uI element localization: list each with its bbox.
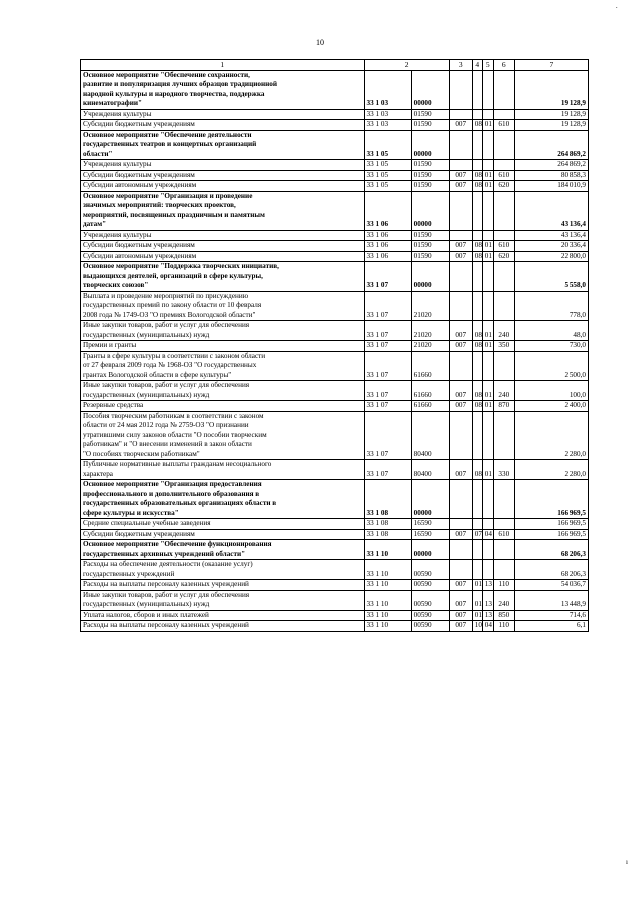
table-row [81,401,589,412]
table-row [81,590,589,610]
table-row [81,230,589,241]
expense-direction-cell: 01590 [411,170,449,181]
subsection-code-cell: 04 [482,529,493,540]
expense-name-cell: Иные закупки товаров, работ и услуг для обеспечения государственных (муниципальных) нужд [81,381,365,401]
table-row [81,120,589,131]
budget-table-body [81,60,589,632]
target-article-cell: 33 1 07 [364,341,411,352]
expense-direction-cell: 00000 [411,191,449,230]
subsection-code-cell [482,411,493,460]
expense-name-cell: Субсидии бюджетным учреждениям [81,529,365,540]
scan-mark: · [615,4,618,12]
subsection-code-cell: 04 [482,621,493,632]
expense-name-cell: Выплата и проведение мероприятий по присуждению государственных премий по закону области от 10 февраля 2008 года № 1749-ОЗ "О премиях Вологодской области" [81,291,365,321]
ministry-code-cell: 007 [449,401,472,412]
expense-direction-cell: 00000 [411,70,449,109]
expense-type-code-cell [493,230,514,241]
ministry-code-cell [449,560,472,580]
ministry-code-cell [449,130,472,160]
expense-type-code-cell [493,519,514,530]
section-code-cell: 08 [472,401,482,412]
expense-name-cell: Учреждения культуры [81,109,365,120]
amount-cell: 2 280,0 [514,460,588,480]
target-article-cell: 33 1 10 [364,540,411,560]
expense-type-code-cell: 620 [493,181,514,192]
subsection-code-cell [482,291,493,321]
section-code-cell [472,480,482,519]
ministry-code-cell [449,191,472,230]
subsection-code-cell: 01 [482,241,493,252]
expense-name-cell: Расходы на выплаты персоналу казенных учреждений [81,580,365,591]
amount-cell: 778,0 [514,291,588,321]
ministry-code-cell [449,262,472,292]
section-code-cell: 08 [472,181,482,192]
ministry-code-cell [449,109,472,120]
amount-cell: 13 448,9 [514,590,588,610]
expense-type-code-cell [493,109,514,120]
amount-cell: 19 128,9 [514,70,588,109]
section-code-cell: 08 [472,321,482,341]
ministry-code-cell [449,230,472,241]
target-article-cell: 33 1 08 [364,480,411,519]
amount-cell: 730,0 [514,341,588,352]
target-article-cell: 33 1 06 [364,191,411,230]
expense-direction-cell: 00590 [411,621,449,632]
expense-type-code-cell: 610 [493,529,514,540]
ministry-code-cell: 007 [449,529,472,540]
subsection-code-cell [482,351,493,381]
ministry-code-cell: 007 [449,341,472,352]
ministry-code-cell: 007 [449,381,472,401]
section-code-cell: 01 [472,610,482,621]
ministry-code-cell: 007 [449,321,472,341]
expense-direction-cell: 21020 [411,291,449,321]
expense-type-code-cell [493,480,514,519]
expense-name-cell: Публичные нормативные выплаты гражданам несоциального характера [81,460,365,480]
section-code-cell: 08 [472,120,482,131]
ministry-code-cell [449,351,472,381]
expense-type-code-cell [493,411,514,460]
amount-cell: 22 800,0 [514,251,588,262]
amount-cell: 166 969,5 [514,529,588,540]
expense-name-cell: Субсидии бюджетным учреждениям [81,120,365,131]
expense-type-code-cell [493,351,514,381]
section-code-cell [472,191,482,230]
expense-name-cell: Иные закупки товаров, работ и услуг для обеспечения государственных (муниципальных) нужд [81,590,365,610]
section-code-cell: 01 [472,590,482,610]
subsection-code-cell [482,109,493,120]
expense-type-code-cell: 330 [493,460,514,480]
expense-type-code-cell: 240 [493,321,514,341]
amount-cell: 54 036,7 [514,580,588,591]
table-row [81,381,589,401]
table-row [81,460,589,480]
expense-type-code-cell: 610 [493,170,514,181]
amount-cell: 2 500,0 [514,351,588,381]
ministry-code-cell: 007 [449,590,472,610]
section-code-cell: 08 [472,341,482,352]
column-header-2: 2 [364,60,449,71]
target-article-cell: 33 1 10 [364,560,411,580]
expense-direction-cell: 00000 [411,540,449,560]
ministry-code-cell [449,411,472,460]
amount-cell: 6,1 [514,621,588,632]
expense-direction-cell: 01590 [411,230,449,241]
subsection-code-cell: 01 [482,181,493,192]
subsection-code-cell: 01 [482,460,493,480]
amount-cell: 184 010,9 [514,181,588,192]
target-article-cell: 33 1 03 [364,120,411,131]
subsection-code-cell [482,70,493,109]
table-row [81,160,589,171]
target-article-cell: 33 1 07 [364,321,411,341]
target-article-cell: 33 1 06 [364,230,411,241]
column-header-4: 4 [472,60,482,71]
subsection-code-cell [482,480,493,519]
section-code-cell: 10 [472,621,482,632]
ministry-code-cell [449,540,472,560]
amount-cell: 48,0 [514,321,588,341]
ministry-code-cell: 007 [449,621,472,632]
table-row [81,621,589,632]
section-code-cell: 08 [472,241,482,252]
ministry-code-cell: 007 [449,610,472,621]
section-code-cell: 01 [472,580,482,591]
expense-direction-cell: 61660 [411,351,449,381]
expense-direction-cell: 01590 [411,241,449,252]
expense-type-code-cell: 110 [493,580,514,591]
amount-cell: 43 136,4 [514,230,588,241]
expense-direction-cell: 01590 [411,109,449,120]
column-header-3: 3 [449,60,472,71]
target-article-cell: 33 1 07 [364,381,411,401]
table-row [81,170,589,181]
table-row [81,519,589,530]
expense-name-cell: Премии и гранты [81,341,365,352]
ministry-code-cell [449,291,472,321]
section-code-cell [472,262,482,292]
amount-cell: 19 128,9 [514,109,588,120]
column-number-row [81,60,589,71]
section-code-cell: 08 [472,381,482,401]
page-number: 10 [316,38,324,47]
subsection-code-cell: 13 [482,580,493,591]
section-code-cell [472,291,482,321]
expense-type-code-cell [493,160,514,171]
subsection-code-cell [482,540,493,560]
section-code-cell [472,130,482,160]
target-article-cell: 33 1 07 [364,262,411,292]
column-header-7: 7 [514,60,588,71]
expense-name-cell: Субсидии бюджетным учреждениям [81,170,365,181]
ministry-code-cell: 007 [449,460,472,480]
subsection-code-cell [482,560,493,580]
subsection-code-cell [482,130,493,160]
amount-cell: 5 558,0 [514,262,588,292]
amount-cell: 166 969,5 [514,519,588,530]
table-row [81,610,589,621]
section-code-cell [472,230,482,241]
table-row [81,191,589,230]
subsection-code-cell: 13 [482,610,493,621]
expense-direction-cell: 01590 [411,160,449,171]
expense-type-code-cell [493,560,514,580]
table-row [81,560,589,580]
subsection-code-cell [482,191,493,230]
amount-cell: 80 858,3 [514,170,588,181]
expense-type-code-cell [493,291,514,321]
target-article-cell: 33 1 07 [364,401,411,412]
section-code-cell [472,351,482,381]
target-article-cell: 33 1 05 [364,170,411,181]
target-article-cell: 33 1 07 [364,351,411,381]
expense-type-code-cell [493,130,514,160]
subsection-code-cell: 01 [482,381,493,401]
section-code-cell [472,560,482,580]
expense-type-code-cell: 620 [493,251,514,262]
ministry-code-cell [449,519,472,530]
target-article-cell: 33 1 10 [364,621,411,632]
expense-direction-cell: 61660 [411,381,449,401]
section-code-cell [472,411,482,460]
table-row [81,411,589,460]
expense-direction-cell: 00590 [411,580,449,591]
table-row [81,321,589,341]
amount-cell: 68 206,3 [514,540,588,560]
expense-direction-cell: 01590 [411,251,449,262]
expense-type-code-cell: 240 [493,590,514,610]
amount-cell: 2 280,0 [514,411,588,460]
target-article-cell: 33 1 06 [364,241,411,252]
expense-direction-cell: 16590 [411,529,449,540]
expense-name-cell: Основное мероприятие "Обеспечение деятельности государственных театров и концертных организаций области" [81,130,365,160]
ministry-code-cell [449,160,472,171]
section-code-cell: 07 [472,529,482,540]
target-article-cell: 33 1 05 [364,160,411,171]
expense-name-cell: Уплата налогов, сборов и иных платежей [81,610,365,621]
section-code-cell: 08 [472,251,482,262]
amount-cell: 714,6 [514,610,588,621]
expense-name-cell: Иные закупки товаров, работ и услуг для обеспечения государственных (муниципальных) нужд [81,321,365,341]
target-article-cell: 33 1 06 [364,251,411,262]
expense-direction-cell: 21020 [411,321,449,341]
target-article-cell: 33 1 10 [364,610,411,621]
expense-direction-cell: 00000 [411,262,449,292]
table-row [81,241,589,252]
column-header-6: 6 [493,60,514,71]
table-row [81,70,589,109]
subsection-code-cell: 01 [482,401,493,412]
subsection-code-cell: 01 [482,321,493,341]
target-article-cell: 33 1 10 [364,580,411,591]
expense-type-code-cell: 350 [493,341,514,352]
amount-cell: 19 128,9 [514,120,588,131]
expense-name-cell: Резервные средства [81,401,365,412]
amount-cell: 20 336,4 [514,241,588,252]
expense-name-cell: Субсидии автономным учреждениям [81,181,365,192]
table-row [81,480,589,519]
amount-cell: 100,0 [514,381,588,401]
expense-name-cell: Субсидии автономным учреждениям [81,251,365,262]
column-header-1: 1 [81,60,365,71]
expense-name-cell: Расходы на выплаты персоналу казенных учреждений [81,621,365,632]
target-article-cell: 33 1 08 [364,529,411,540]
expense-type-code-cell [493,191,514,230]
expense-name-cell: Основное мероприятие "Обеспечение сохранности, развитие и популяризация лучших образцов традиционной народной культуры и народного творчества, поддержка кинематографии" [81,70,365,109]
table-row [81,251,589,262]
target-article-cell: 33 1 03 [364,70,411,109]
ministry-code-cell [449,70,472,109]
subsection-code-cell: 01 [482,120,493,131]
amount-cell: 264 869,2 [514,160,588,171]
expense-direction-cell: 00590 [411,560,449,580]
expense-direction-cell: 00000 [411,480,449,519]
expense-name-cell: Основное мероприятие "Обеспечение функционирования государственных архивных учреждений области" [81,540,365,560]
expense-direction-cell: 00590 [411,610,449,621]
table-row [81,130,589,160]
target-article-cell: 33 1 03 [364,109,411,120]
table-row [81,341,589,352]
table-row [81,540,589,560]
section-code-cell [472,70,482,109]
expense-type-code-cell: 870 [493,401,514,412]
subsection-code-cell: 13 [482,590,493,610]
target-article-cell: 33 1 07 [364,460,411,480]
section-code-cell [472,519,482,530]
table-row [81,529,589,540]
ministry-code-cell: 007 [449,170,472,181]
expense-direction-cell: 01590 [411,181,449,192]
table-row [81,109,589,120]
scan-mark: ı [626,858,628,866]
table-row [81,262,589,292]
budget-table [80,59,589,632]
expense-name-cell: Учреждения культуры [81,230,365,241]
section-code-cell: 08 [472,170,482,181]
expense-type-code-cell: 850 [493,610,514,621]
target-article-cell: 33 1 07 [364,291,411,321]
expense-type-code-cell: 110 [493,621,514,632]
ministry-code-cell: 007 [449,580,472,591]
table-row [81,351,589,381]
section-code-cell [472,109,482,120]
subsection-code-cell: 01 [482,170,493,181]
target-article-cell: 33 1 05 [364,181,411,192]
expense-name-cell: Гранты в сфере культуры в соответствии с законом области от 27 февраля 2009 года № 1968-ОЗ "О государственных грантах Вологодской области в сфере культуры" [81,351,365,381]
expense-type-code-cell [493,540,514,560]
expense-direction-cell: 21020 [411,341,449,352]
expense-type-code-cell [493,70,514,109]
ministry-code-cell: 007 [449,241,472,252]
amount-cell: 68 206,3 [514,560,588,580]
expense-direction-cell: 80400 [411,411,449,460]
table-row [81,580,589,591]
expense-name-cell: Основное мероприятие "Поддержка творческих инициатив, выдающихся деятелей, организаций в сфере культуры, творческих союзов" [81,262,365,292]
expense-type-code-cell [493,262,514,292]
expense-direction-cell: 01590 [411,120,449,131]
amount-cell: 43 136,4 [514,191,588,230]
expense-direction-cell: 61660 [411,401,449,412]
expense-type-code-cell: 610 [493,120,514,131]
target-article-cell: 33 1 07 [364,411,411,460]
expense-name-cell: Субсидии бюджетным учреждениям [81,241,365,252]
subsection-code-cell: 01 [482,251,493,262]
subsection-code-cell [482,160,493,171]
expense-direction-cell: 16590 [411,519,449,530]
expense-name-cell: Пособия творческим работникам в соответствии с законом области от 24 мая 2012 года № 2759-ОЗ "О признании утратившими силу законов области "О пособии творческим работникам" и "О внесении изменений в закон области "О пособиях творческим работникам" [81,411,365,460]
section-code-cell: 08 [472,460,482,480]
amount-cell: 166 969,5 [514,480,588,519]
target-article-cell: 33 1 08 [364,519,411,530]
table-row [81,291,589,321]
amount-cell: 264 869,2 [514,130,588,160]
ministry-code-cell: 007 [449,251,472,262]
expense-name-cell: Учреждения культуры [81,160,365,171]
expense-direction-cell: 00000 [411,130,449,160]
expense-type-code-cell: 610 [493,241,514,252]
ministry-code-cell [449,480,472,519]
subsection-code-cell [482,230,493,241]
expense-direction-cell: 00590 [411,590,449,610]
expense-name-cell: Расходы на обеспечение деятельности (оказание услуг) государственных учреждений [81,560,365,580]
section-code-cell [472,160,482,171]
amount-cell: 2 400,0 [514,401,588,412]
subsection-code-cell: 01 [482,341,493,352]
column-header-5: 5 [482,60,493,71]
ministry-code-cell: 007 [449,120,472,131]
expense-name-cell: Основное мероприятие "Организация и проведение значимых мероприятий: творческих проектов, мероприятий, посвященных праздничным и памятным датам" [81,191,365,230]
target-article-cell: 33 1 05 [364,130,411,160]
ministry-code-cell: 007 [449,181,472,192]
expense-name-cell: Средние специальные учебные заведения [81,519,365,530]
expense-name-cell: Основное мероприятие "Организация предоставления профессионального и дополнительного образования в государственных образовательных организациях области в сфере культуры и искусства" [81,480,365,519]
expense-direction-cell: 80400 [411,460,449,480]
subsection-code-cell [482,262,493,292]
section-code-cell [472,540,482,560]
table-row [81,181,589,192]
target-article-cell: 33 1 10 [364,590,411,610]
subsection-code-cell [482,519,493,530]
expense-type-code-cell: 240 [493,381,514,401]
